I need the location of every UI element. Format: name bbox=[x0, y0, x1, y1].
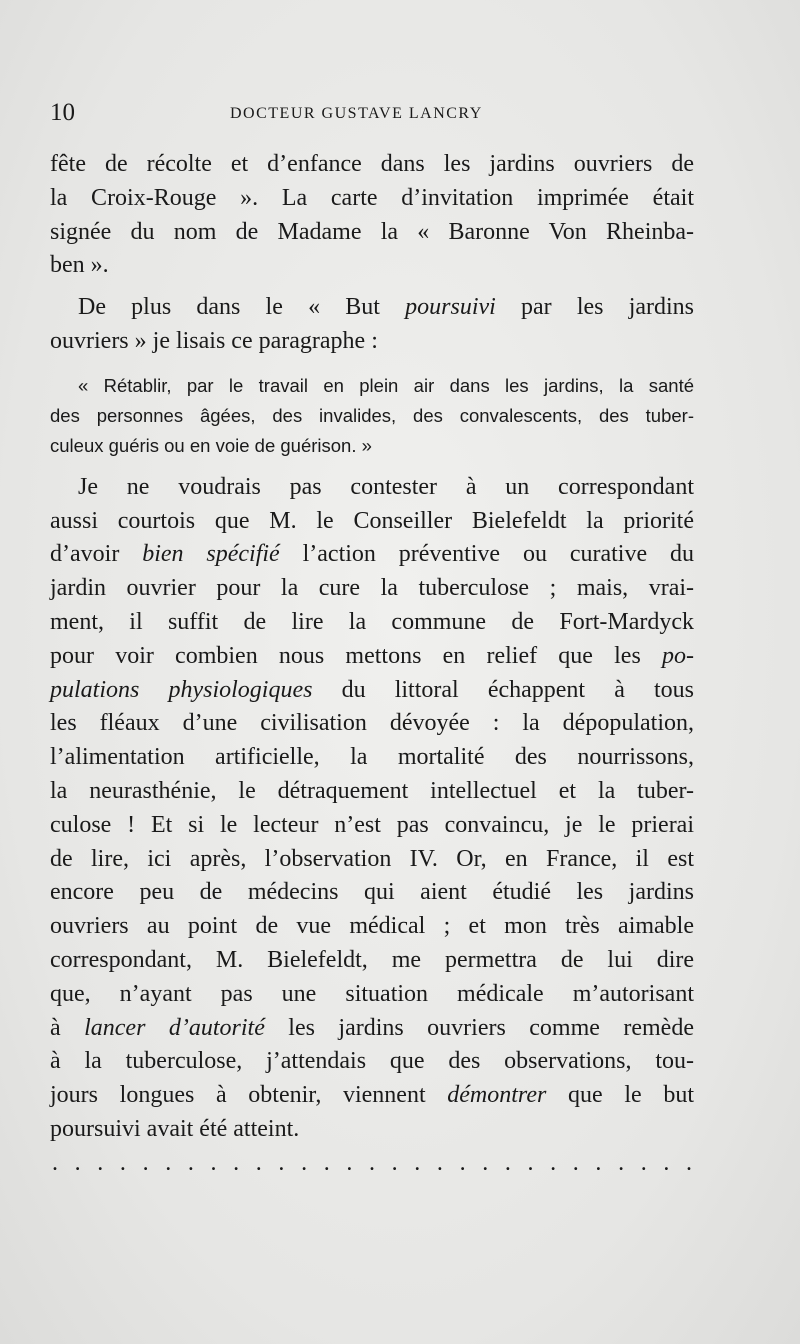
text-line: culose ! Et si le lecteur n’est pas convaincu, je le prierai bbox=[50, 811, 694, 838]
text-line: jardin ouvrier pour la cure la tuberculose ; mais, vrai- bbox=[50, 575, 694, 602]
quote-line: « Rétablir, par le travail en plein air dans les jardins, la santé bbox=[78, 374, 694, 396]
text-line: ouvriers » je lisais ce paragraphe : bbox=[50, 327, 378, 354]
text-line bbox=[50, 538, 694, 572]
italic-text: pulations physiologiques bbox=[50, 676, 313, 703]
text-line: la neurasthénie, le détraquement intellectuel et la tuber- bbox=[50, 777, 694, 804]
text-line: correspondant, M. Bielefeldt, me permettra de lui dire bbox=[50, 946, 694, 973]
text-line bbox=[50, 674, 694, 708]
text-segment: du littoral échappent à tous bbox=[312, 676, 695, 703]
text-segment: d’avoir bbox=[50, 541, 143, 568]
text-segment: à bbox=[50, 1014, 85, 1041]
italic-text: poursuivi bbox=[405, 294, 496, 321]
text-line bbox=[50, 1079, 694, 1113]
text-line: l’alimentation artificielle, la mortalité des nourrissons, bbox=[50, 744, 694, 771]
italic-text: lancer d’autorité bbox=[84, 1014, 265, 1041]
italic-text: po- bbox=[662, 642, 694, 669]
text-line: de lire, ici après, l’observation IV. Or, en France, il est bbox=[50, 845, 694, 872]
text-line: signée du nom de Madame la « Baronne Von Rheinba- bbox=[50, 218, 694, 245]
text-line bbox=[50, 291, 694, 325]
text-line: encore peu de médecins qui aient étudié les jardins bbox=[50, 879, 694, 906]
section-separator: . . . . . . . . . . . . . . . . . . . . . . . . . . . . . bbox=[52, 1150, 692, 1176]
text-segment: les jardins ouvriers comme remède bbox=[264, 1014, 694, 1041]
text-segment: pour voir combien nous mettons en relief que les bbox=[50, 642, 662, 669]
text-line: poursuivi avait été atteint. bbox=[50, 1115, 300, 1142]
text-line: ouvriers au point de vue médical ; et mon très aimable bbox=[50, 913, 694, 940]
text-line: ment, il suffit de lire la commune de Fort-Mardyck bbox=[50, 608, 694, 635]
text-line: fête de récolte et d’enfance dans les jardins ouvriers de bbox=[50, 151, 694, 177]
italic-text: démontrer bbox=[447, 1082, 547, 1109]
running-head: DOCTEUR GUSTAVE LANCRY bbox=[230, 105, 483, 122]
text-line: ben ». bbox=[50, 252, 109, 279]
text-segment: jours longues à obtenir, viennent bbox=[50, 1082, 448, 1109]
text-line: à la tuberculose, j’attendais que des observations, tou- bbox=[50, 1048, 694, 1075]
text-segment: l’action préventive ou curative du bbox=[279, 541, 695, 568]
text-line: Je ne voudrais pas contester à un correspondant bbox=[78, 473, 694, 500]
page-header bbox=[50, 98, 750, 128]
text-line: aussi courtois que M. le Conseiller Bielefeldt la priorité bbox=[50, 507, 694, 534]
text-line bbox=[50, 1012, 694, 1046]
page-number: 10 bbox=[50, 99, 75, 126]
text-line bbox=[50, 640, 694, 674]
body-text bbox=[50, 148, 694, 1147]
text-segment: par les jardins bbox=[495, 294, 695, 321]
text-line: les fléaux d’une civilisation dévoyée : la dépopulation, bbox=[50, 710, 694, 737]
quote-line: culeux guéris ou en voie de guérison. » bbox=[50, 434, 372, 456]
text-line: que, n’ayant pas une situation médicale m’autorisant bbox=[50, 980, 694, 1007]
italic-text: bien spécifié bbox=[142, 541, 280, 568]
quote-line: des personnes âgées, des invalides, des convalescents, des tuber- bbox=[50, 404, 694, 426]
text-line: la Croix-Rouge ». La carte d’invitation imprimée était bbox=[50, 184, 694, 211]
text-segment: que le but bbox=[546, 1082, 694, 1109]
text-segment: De plus dans le « But bbox=[78, 294, 406, 321]
